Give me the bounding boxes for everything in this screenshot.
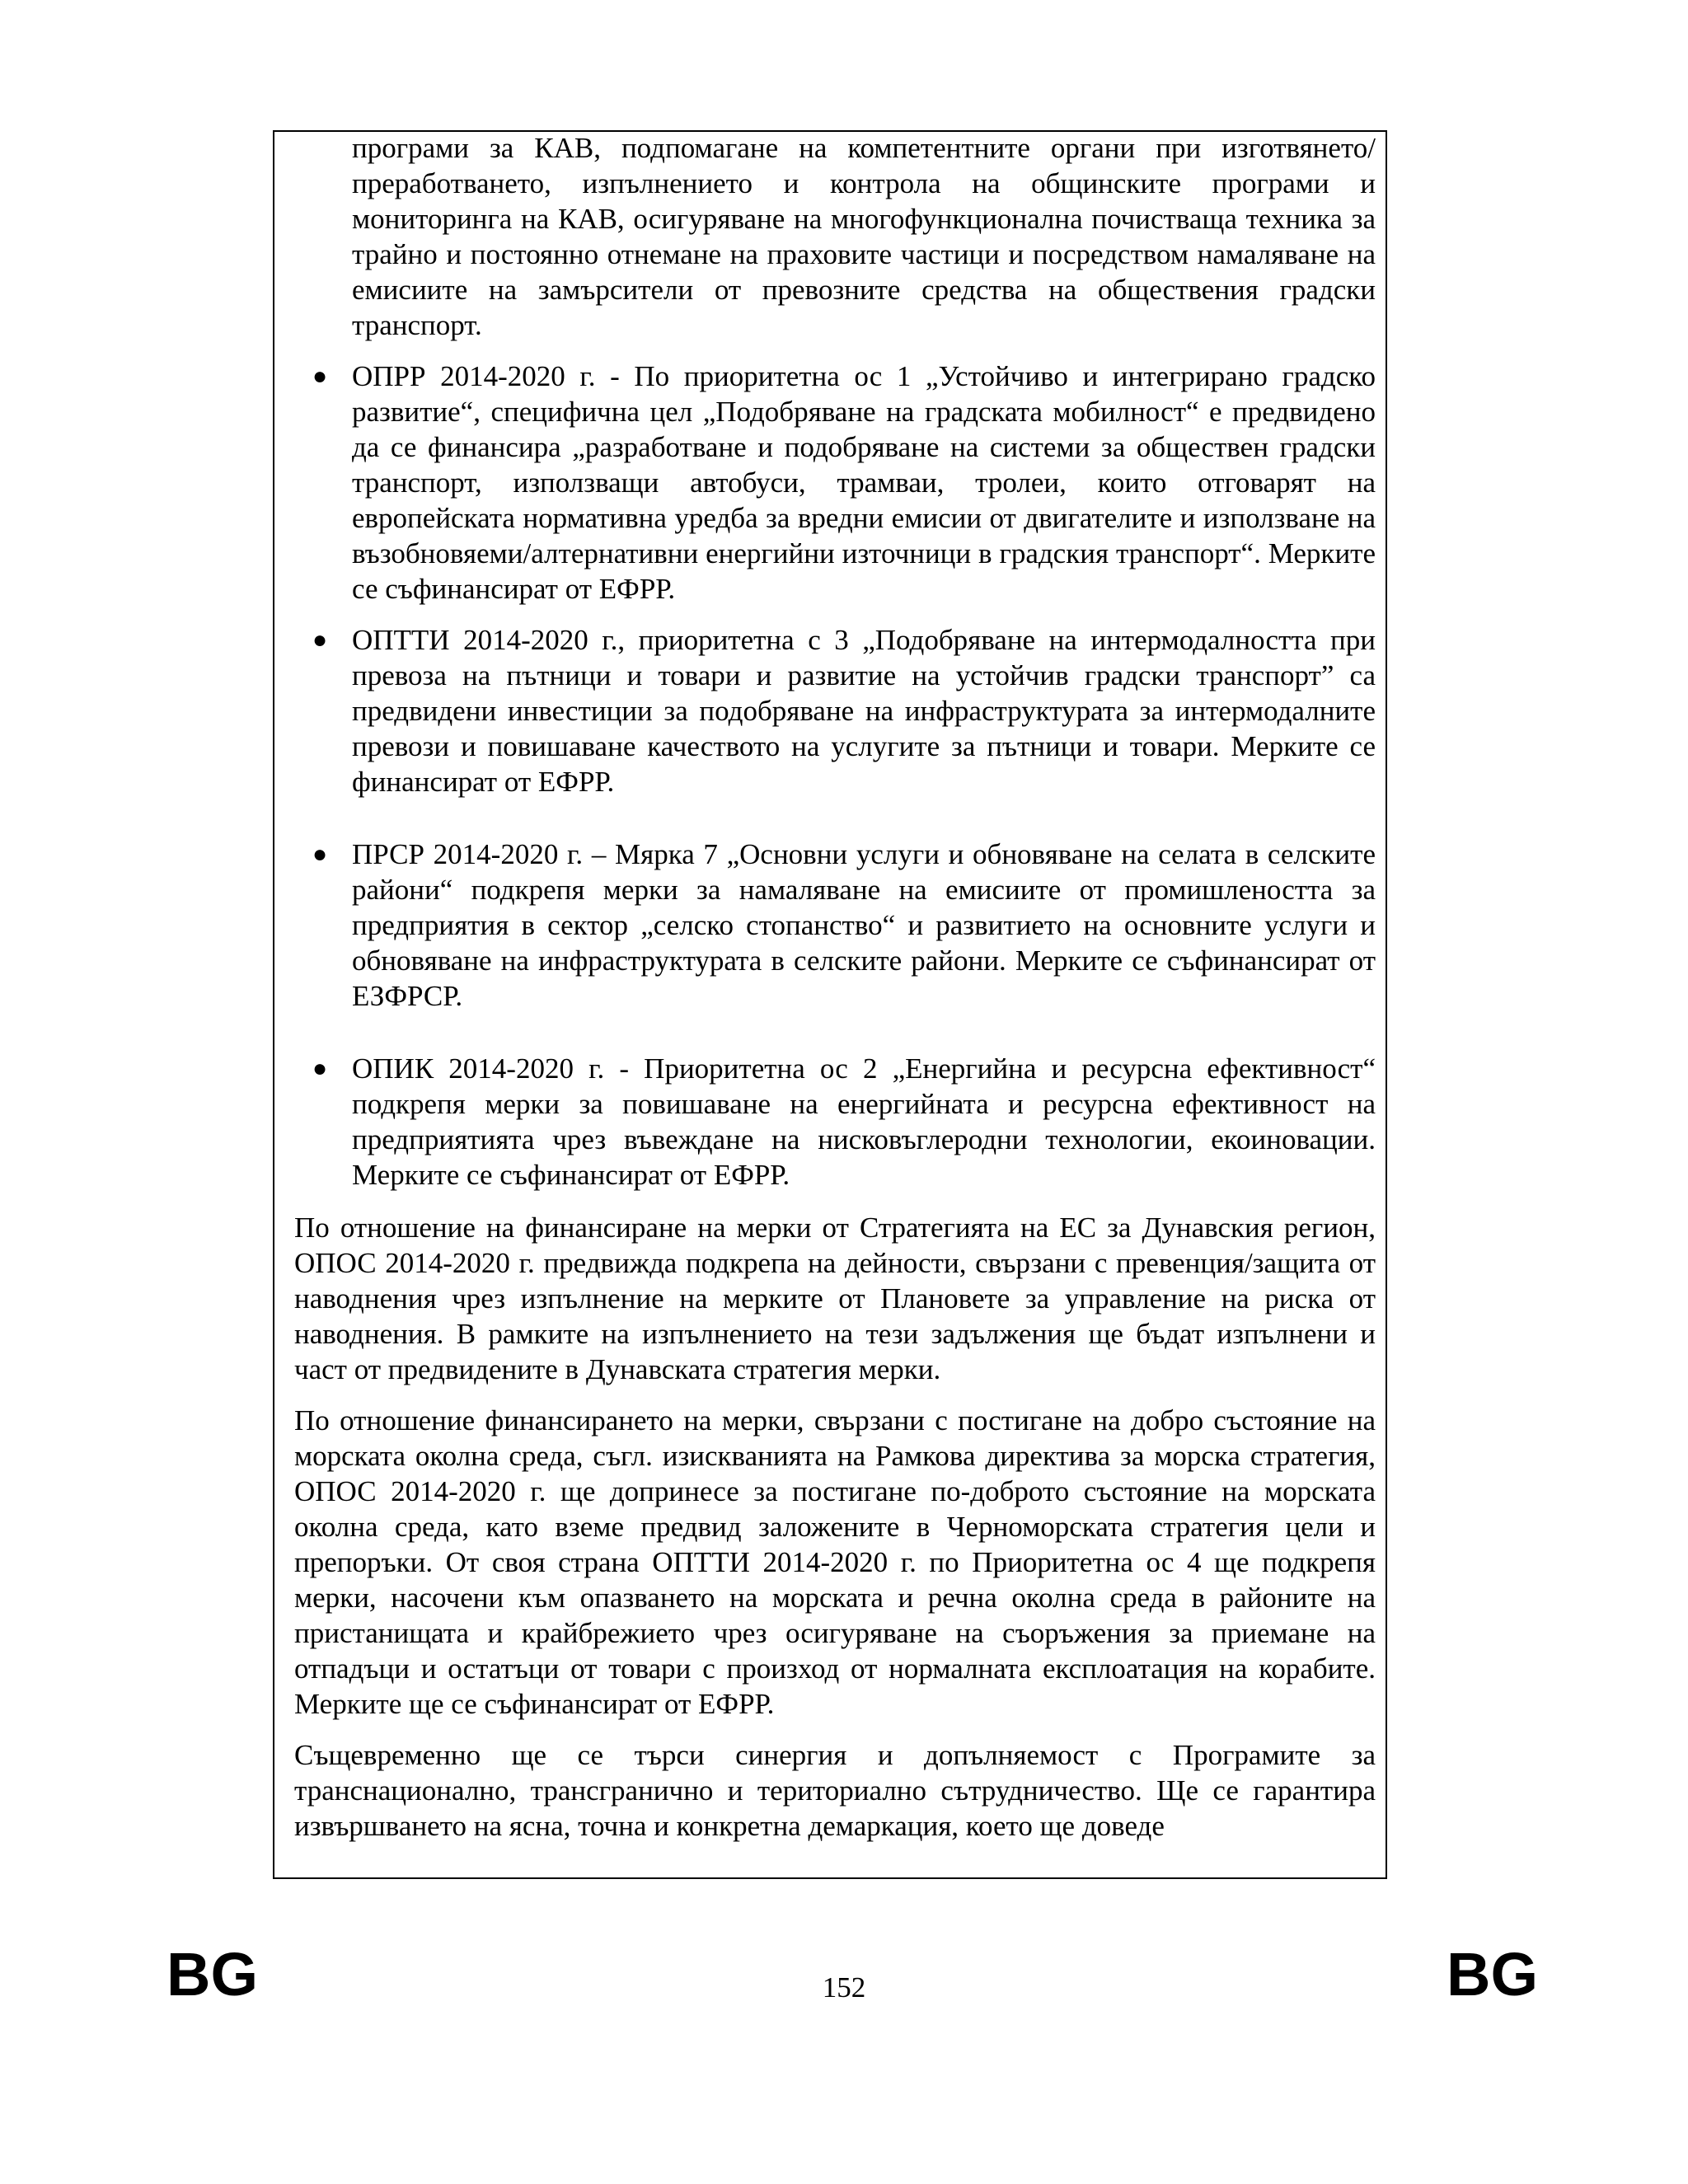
paragraph-cooperation: Същевременно ще се търси синергия и допълняемост с Програмите за транснационално, трансгранично и териториално сътрудничество. Ще се гарантира извършването на ясна, точна и конкретна демаркация, което ще доведе (294, 1739, 1376, 1842)
paragraph-danube: По отношение на финансиране на мерки от Стратегията на ЕС за Дунавския регион, ОПОС 2014-2020 г. предвижда подкрепа на дейности, свързани с превенция/защита от наводнения чрез изпълнение на мерките от Плановете за управление на риска от наводнения. В рамките на изпълнението на тези задължения ще бъдат изпълнени и част от предвидените в Дунавската стратегия мерки. (294, 1212, 1376, 1385)
bullet-icon: ● (312, 626, 328, 654)
funding-programme-list (294, 359, 1376, 1193)
bullet-icon: ● (312, 841, 328, 868)
language-code-left: BG (166, 1940, 258, 2008)
lead-paragraph: програми за КАВ, подпомагане на компетентните органи при изготвянето/преработването, изпълнението и контрола на общинските програми и мониторинга на КАВ, осигуряване на многофункционална почистваща техника за трайно и постоянно отнемане на праховите частици и посредством намаляване на емисиите на замърсители от превозните средства на обществения градски транспорт. (352, 132, 1376, 341)
language-code-right: BG (1447, 1940, 1538, 2008)
bullet-icon: ● (312, 363, 328, 390)
list-item-optti (294, 622, 1376, 799)
list-item-text: ОПИК 2014-2020 г. - Приоритетна ос 2 „Енергийна и ресурсна ефективност“ подкрепя мерки за повишаване на енергийната и ресурсна ефективност на предприятията чрез въвеждане на нисковъглеродни технологии, екоиновации. Мерките се съфинансират от ЕФРР. (352, 1052, 1376, 1191)
document-body (294, 130, 1376, 1844)
bullet-icon: ● (312, 1055, 328, 1082)
list-item-text: ОПРР 2014-2020 г. - По приоритетна ос 1 „Устойчиво и интегрирано градско развитие“, специфична цел „Подобряване на градската мобилност“ е предвидено да се финансира „разработване и подобряване на системи за обществен градски транспорт, използващи автобуси, трамваи, тролеи, които отговарят на европейската нормативна уредба за вредни емисии от двигателите и използване на възобновяеми/алтернативни енергийни източници в градския транспорт“. Мерките се съфинансират от ЕФРР. (352, 360, 1376, 605)
list-item-text: ПРСР 2014-2020 г. – Мярка 7 „Основни услуги и обновяване на селата в селските райони“ подкрепя мерки за намаляване на емисиите от промишлеността за предприятия в сектор „селско стопанство“ и развитието на основните услуги и обновяване на инфраструктурата в селските райони. Мерките се съфинансират от ЕЗФРСР. (352, 838, 1376, 1012)
list-item-opik (294, 1051, 1376, 1193)
list-item-opr (294, 359, 1376, 607)
list-item-prsr (294, 837, 1376, 1014)
paragraph-marine: По отношение финансирането на мерки, свързани с постигане на добро състояние на морската околна среда, съгл. изискванията на Рамкова директива за морска стратегия, ОПОС 2014-2020 г. ще допринесе за постигане по-доброто състояние на морската околна среда, като вземе предвид заложените в Черноморската стратегия цели и препоръки. От своя страна ОПТТИ 2014-2020 г. по Приоритетна ос 4 ще подкрепя мерки, насочени към опазването на морската и речна околна среда в районите на пристанищата и крайбрежието чрез осигуряване на съоръжения за приемане на отпадъци и остатъци от товари с произход от нормалната експлоатация на корабите. Мерките ще се съфинансират от ЕФРР. (294, 1404, 1376, 1720)
page-number: 152 (822, 1971, 866, 2004)
list-item-text: ОПТТИ 2014-2020 г., приоритетна с 3 „Подобряване на интермодалността при превоза на пътници и товари и развитие на устойчив градски транспорт” са предвидени инвестиции за подобряване на инфраструктурата за интермодалните превози и повишаване качеството на услугите за пътници и товари. Мерките се финансират от ЕФРР. (352, 624, 1376, 798)
